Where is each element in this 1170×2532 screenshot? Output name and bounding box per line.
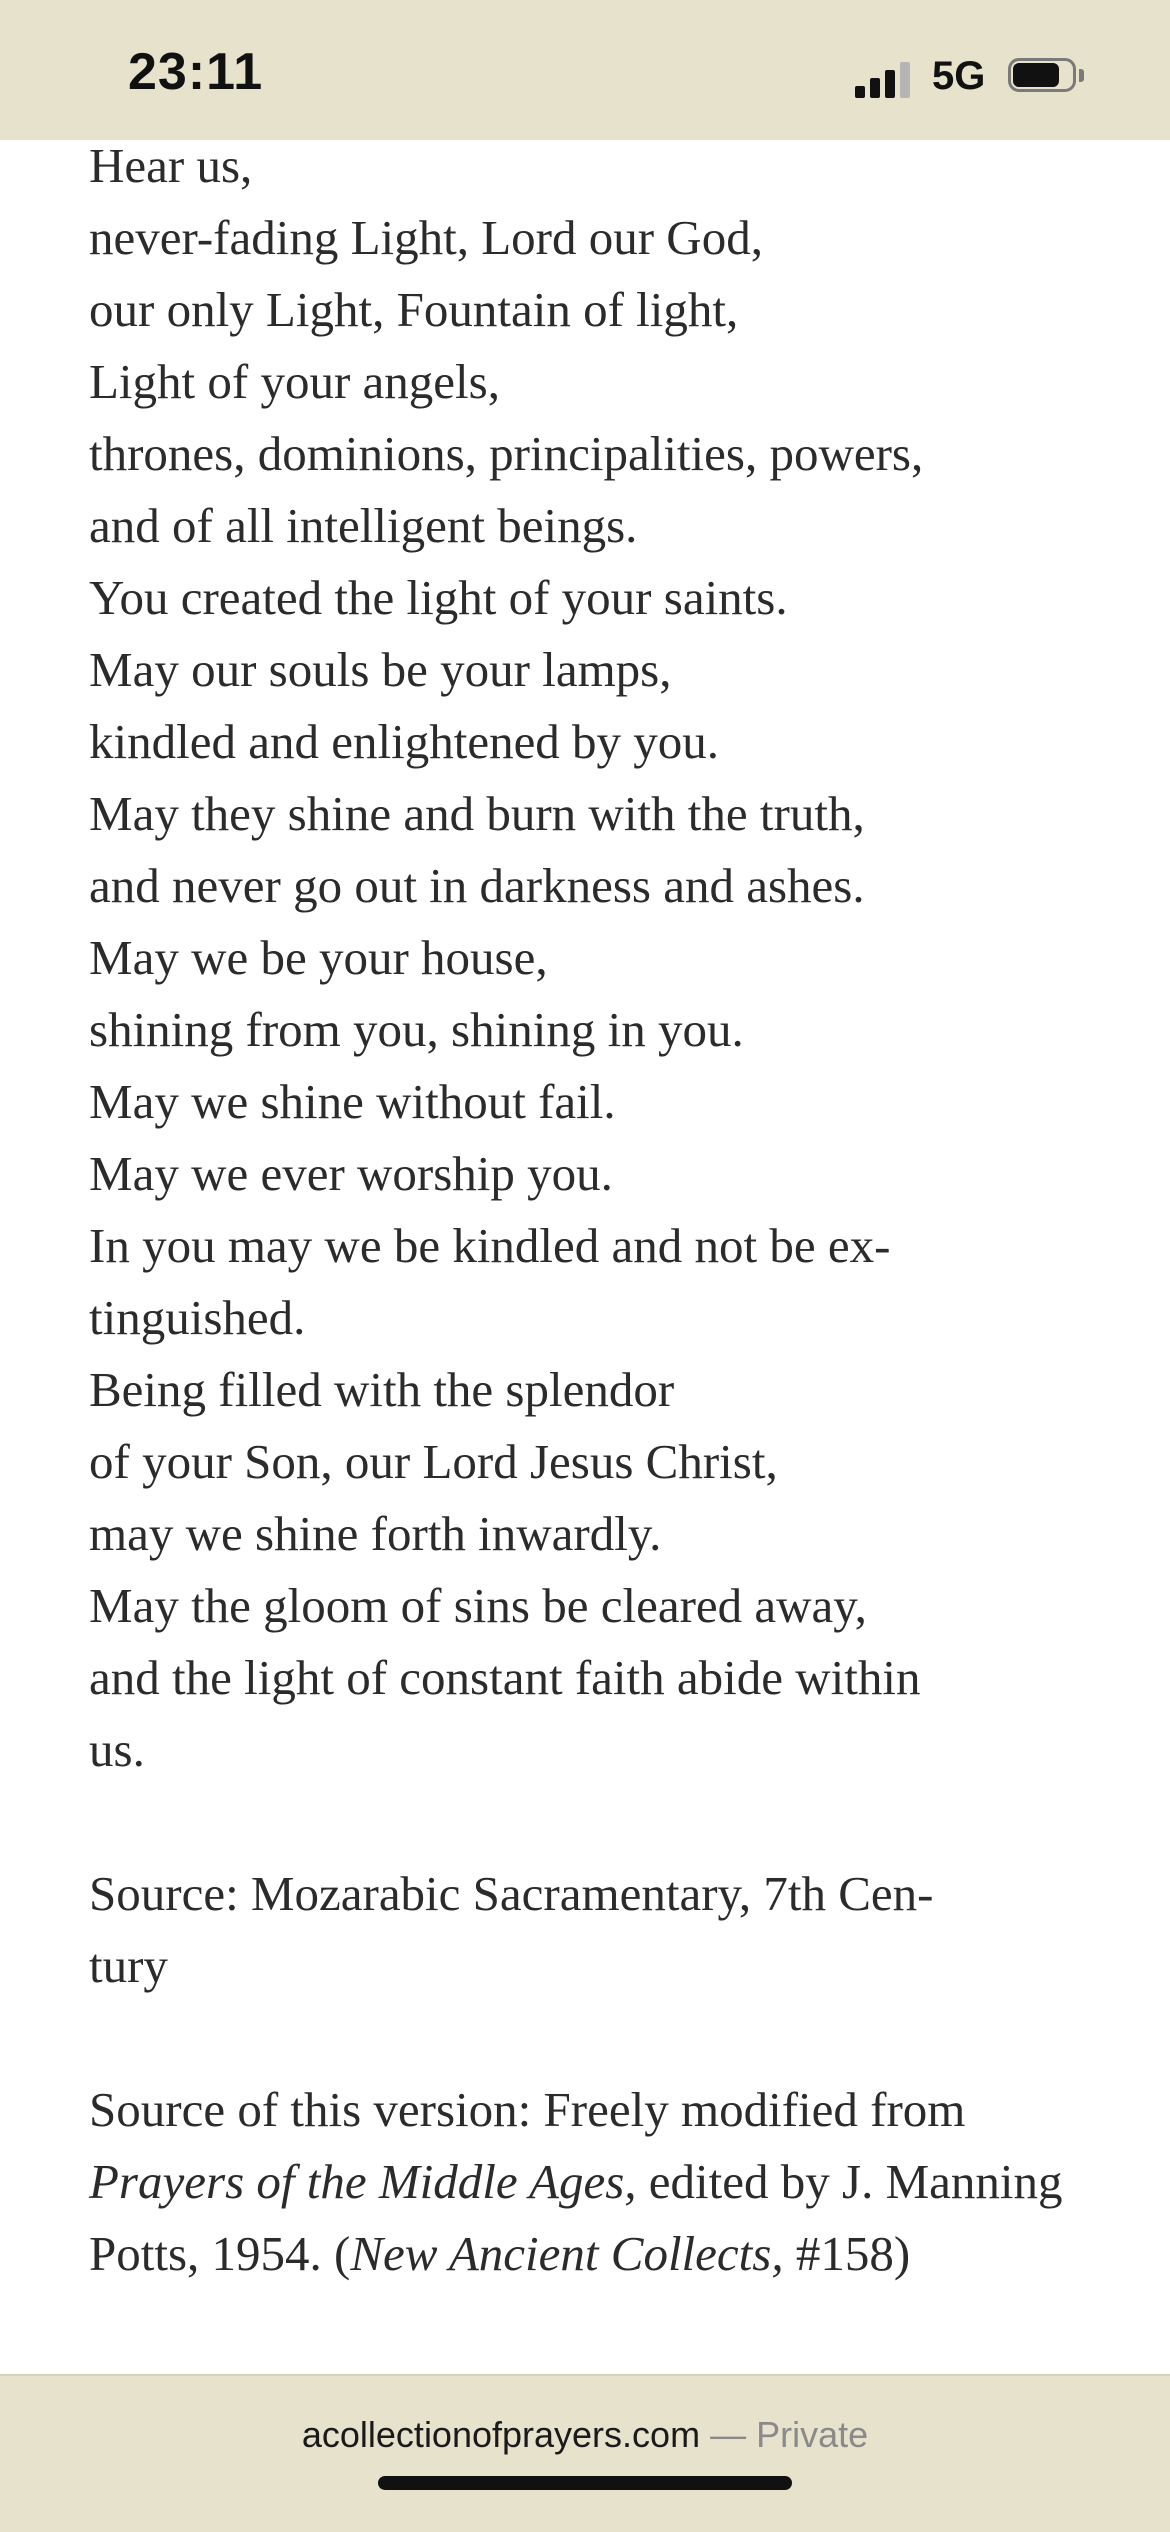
- browser-bottom-bar[interactable]: [0, 2374, 1170, 2532]
- status-time: 23:11: [128, 43, 264, 101]
- version-source-prefix: Source of this version: Freely modified from: [89, 2082, 966, 2137]
- version-source-suffix: #158): [783, 2226, 911, 2281]
- prayer-line: Light of your angels,: [89, 354, 500, 409]
- prayer-line: May the gloom of sins be cleared away,: [89, 1578, 867, 1633]
- prayer-line: Being filled with the splendor: [89, 1362, 675, 1417]
- collection-title: New Ancient Collects,: [350, 2226, 784, 2281]
- prayer-line: our only Light, Fountain of light,: [89, 282, 739, 337]
- prayer-line: never-fading Light, Lord our God,: [89, 210, 763, 265]
- prayer-text: [89, 130, 1089, 1786]
- signal-icon: [855, 60, 915, 98]
- prayer-line: and the light of constant faith abide within: [89, 1650, 921, 1705]
- prayer-content: [89, 130, 1089, 2290]
- prayer-line: shining from you, shining in you.: [89, 1002, 744, 1057]
- prayer-line: Hear us,: [89, 138, 253, 193]
- book-title: Prayers of the Middle Ages,: [89, 2154, 637, 2209]
- prayer-line: tinguished.: [89, 1290, 306, 1345]
- source-line: Source: Mozarabic Sacramentary, 7th Cen-: [89, 1866, 934, 1921]
- version-source-middle: edited by J. Manning Potts, 1954. (: [89, 2154, 1063, 2281]
- prayer-line: and of all intelligent beings.: [89, 498, 638, 553]
- prayer-line: of your Son, our Lord Jesus Christ,: [89, 1434, 778, 1489]
- source-line: tury: [89, 1938, 168, 1993]
- prayer-line: may we shine forth inwardly.: [89, 1506, 662, 1561]
- status-bar: [0, 0, 1170, 140]
- url-separator: —: [700, 2414, 757, 2455]
- prayer-line: us.: [89, 1722, 145, 1777]
- url-text[interactable]: acollectionofprayers.com: [301, 2414, 701, 2455]
- private-mode-label: Private: [756, 2414, 869, 2455]
- prayer-line: May we ever worship you.: [89, 1146, 613, 1201]
- prayer-line: kindled and enlightened by you.: [89, 714, 720, 769]
- prayer-line: May they shine and burn with the truth,: [89, 786, 865, 841]
- address-bar[interactable]: [0, 2414, 1170, 2456]
- prayer-line: You created the light of your saints.: [89, 570, 788, 625]
- source-paragraph: [89, 1858, 1089, 2002]
- prayer-line: May we shine without fail.: [89, 1074, 616, 1129]
- battery-icon: [1008, 58, 1084, 96]
- prayer-line: May our souls be your lamps,: [89, 642, 672, 697]
- network-label: 5G: [932, 54, 986, 98]
- version-source-paragraph: [89, 2074, 1089, 2290]
- prayer-line: In you may we be kindled and not be ex-: [89, 1218, 891, 1273]
- home-indicator[interactable]: [378, 2476, 792, 2490]
- prayer-line: May we be your house,: [89, 930, 548, 985]
- prayer-line: and never go out in darkness and ashes.: [89, 858, 865, 913]
- prayer-line: thrones, dominions, principalities, powers,: [89, 426, 924, 481]
